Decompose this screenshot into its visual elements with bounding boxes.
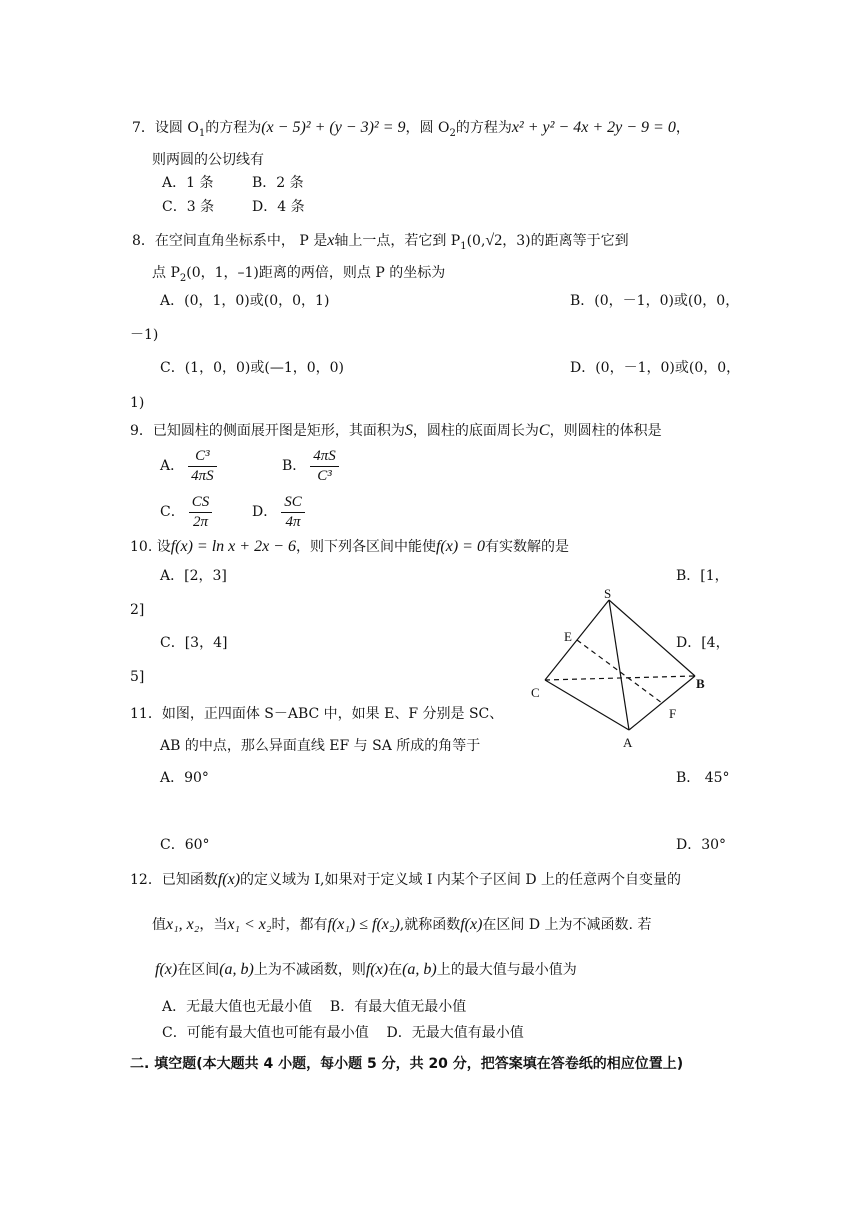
vertex-label-s: S xyxy=(604,588,612,601)
q9-option-d-fraction: $\frac{SC}{4\pi}$ xyxy=(281,493,305,532)
point-label-e: E xyxy=(564,629,572,644)
q11-option-d: D．30° xyxy=(676,837,727,853)
q7-option-c: C．3 条 xyxy=(162,199,215,215)
q10-stem: 10. 设f(x) = ln x + 2x − 6，则下列各区间中能使f(x) = 0有实数解的是 xyxy=(130,538,569,555)
q9-option-b-fraction: $\frac{4\pi S}{\text{C³}}$ xyxy=(310,447,339,486)
q7-circle2-equation: x² + y² − 4x + 2y − 9 = 0 xyxy=(511,119,676,136)
edge-ca xyxy=(545,680,629,730)
q9-option-b: B． $\frac{4\pi S}{\text{C³}}$ xyxy=(282,446,343,486)
q8-option-a: A．(0，1，0)或(0，0，1) xyxy=(160,293,330,309)
q12-stem-line2: 值x₁, x₂，当x₁ < x₂时，都有f(x₁) ≤ f(x₂),就称函数f(x)在区间 D 上为不减函数. 若 xyxy=(152,916,652,933)
q12-stem-line3: f(x)在区间(a, b)上为不减函数，则f(x)在(a, b)上的最大值与最小值为 xyxy=(155,961,577,978)
q8-stem-line2: 点 $P_2(0$，1，–1)距离的两倍，则点 P 的坐标为 xyxy=(152,265,446,284)
q8-stem: 8．在空间直角坐标系中， P 是x轴上一点，若它到 $P_1(0,√2$，3)的距离等于它到 xyxy=(132,232,629,252)
edge-sa xyxy=(609,600,629,730)
vertex-label-c: C xyxy=(531,685,540,700)
q10-option-b-wrap: 2] xyxy=(130,602,145,618)
q9-stem: 9．已知圆柱的侧面展开图是矩形，其面积为S，圆柱的底面周长为C，则圆柱的体积是 xyxy=(130,422,662,439)
q7-circle1-equation: (x − 5)² + (y − 3)² = 9 xyxy=(261,119,406,136)
vertex-label-b: B xyxy=(696,676,705,691)
q10-option-a: A．[2，3] xyxy=(160,568,227,584)
q10-option-d-wrap: 5] xyxy=(130,669,145,685)
sqrt-two: √2 xyxy=(485,232,503,249)
edge-sb xyxy=(609,600,695,676)
q11-stem: 11．如图，正四面体 S－ABC 中，如果 E、F 分别是 SC、 xyxy=(130,706,504,722)
edge-ab xyxy=(629,676,695,730)
tetrahedron-figure xyxy=(525,588,725,758)
q8-option-b-wrap: －1) xyxy=(130,327,159,343)
q11-option-c: C．60° xyxy=(160,837,210,853)
vertex-label-a: A xyxy=(623,735,633,750)
q9-option-a: A． $\frac{\text{C³}}{4\pi S}$ xyxy=(160,446,221,486)
q7-stem: 7．设圆 $O_1$的方程为(x − 5)² + (y − 3)² = 9，圆 $O_2$的方程为x² + y² − 4x + 2y − 9 = 0， xyxy=(132,119,690,139)
q12-stem-line1: 12．已知函数f(x)的定义域为 I,如果对于定义域 I 内某个子区间 D 上的任意两个自变量的 xyxy=(130,871,682,888)
edge-cb-hidden xyxy=(545,676,695,680)
q11-option-b: B． 45° xyxy=(676,770,730,786)
section-2-heading: 二. 填空题(本大题共 4 小题，每小题 5 分，共 20 分，把答案填在答卷纸的相应位置上) xyxy=(130,1056,684,1072)
q10-option-d: D．[4， xyxy=(676,635,730,651)
q9-option-c: C． $\frac{CS}{2\pi}$ xyxy=(160,492,216,532)
q9-option-a-fraction: $\frac{\text{C³}}{4\pi S}$ xyxy=(188,447,217,486)
q8-option-c: C．(1，0，0)或(—1，0，0) xyxy=(160,360,345,376)
q10-function: f(x) = ln x + 2x − 6 xyxy=(170,538,296,555)
q7-option-a: A．1 条 xyxy=(162,175,214,191)
q8-option-b: B．(0，－1，0)或(0，0， xyxy=(570,293,740,309)
q12-options-cd: C．可能有最大值也可能有最小值 D．无最大值有最小值 xyxy=(162,1025,524,1041)
q10-option-b: B．[1， xyxy=(676,568,729,584)
q8-option-d-wrap: 1) xyxy=(130,395,145,411)
q7-option-b: B．2 条 xyxy=(252,175,304,191)
q7-option-d: D．4 条 xyxy=(252,199,305,215)
q10-option-c: C．[3，4] xyxy=(160,635,228,651)
q8-option-d: D．(0，－1，0)或(0，0， xyxy=(570,360,741,376)
q12-options-ab: A．无最大值也无最小值 B．有最大值无最小值 xyxy=(162,999,467,1015)
point-label-f: F xyxy=(669,706,677,721)
q7-stem-line2: 则两圆的公切线有 xyxy=(152,152,264,168)
q11-stem-line2: AB 的中点，那么异面直线 EF 与 SA 所成的角等于 xyxy=(160,738,481,754)
q9-option-d: D． $\frac{SC}{4\pi}$ xyxy=(252,492,309,532)
q11-option-a: A．90° xyxy=(160,770,209,786)
q9-option-c-fraction: $\frac{CS}{2\pi}$ xyxy=(189,493,213,532)
